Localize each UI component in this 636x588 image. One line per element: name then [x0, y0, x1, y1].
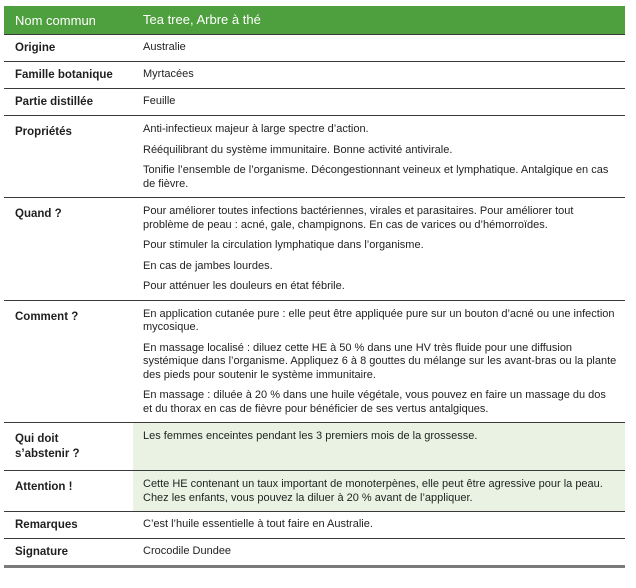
row-proprietes [4, 115, 625, 197]
row-text: Pour améliorer toutes infections bactériennes, virales et parasitaires. Pour améliorer tout problème de peau : acné, gale, champignons. En cas de varices ou d’hémorroïdes. [143, 205, 574, 231]
row-key: Propriétés [15, 126, 72, 138]
row-value [133, 471, 625, 511]
row-quand [4, 197, 625, 300]
row-text: En massage localisé : diluez cette HE à 50 % dans une HV très fluide pour une diffusion systémique dans l’organisme. Appliquez 6 à 8 gouttes du mélange sur les avant-bras ou la plante des pieds pour soutenir le système immunitaire. [143, 341, 617, 381]
row-value [133, 512, 625, 538]
row-key: Attention ! [15, 481, 73, 493]
row-text: Cette HE contenant un taux important de monoterpènes, elle peut être agressive pour la peau. Chez les enfants, vous pouvez la diluer à 20 % avant de l’appliquer. [143, 478, 603, 504]
row-value [133, 89, 625, 115]
row-remarques [4, 511, 625, 538]
row-text: C’est l’huile essentielle à tout faire en Australie. [143, 518, 373, 530]
row-partie-distillee [4, 88, 625, 115]
row-qui-doit-sabstenir [4, 422, 625, 470]
row-famille-botanique [4, 61, 625, 88]
row-text: Australie [143, 41, 186, 53]
row-key: Famille botanique [15, 69, 113, 81]
header-value: Tea tree, Arbre à thé [143, 12, 261, 28]
row-value [133, 116, 625, 197]
row-signature [4, 538, 625, 568]
row-key: Origine [15, 42, 56, 54]
row-value [133, 35, 625, 61]
row-key: Qui doit s’abstenir ? [15, 433, 80, 460]
row-value [133, 62, 625, 88]
row-text: Pour atténuer les douleurs en état fébrile. [143, 280, 345, 292]
row-text: En application cutanée pure : elle peut être appliquée pure sur un bouton d’acné ou une infection mycosique. [143, 307, 615, 333]
row-text: Myrtacées [143, 68, 194, 80]
row-key: Comment ? [15, 310, 79, 323]
row-attention [4, 470, 625, 511]
row-key: Quand ? [15, 208, 62, 220]
row-comment [4, 300, 625, 423]
row-text: Tonifie l’ensemble de l’organisme. Décongestionnant veineux et lymphatique. Antalgique en cas de fièvre. [143, 164, 609, 190]
row-text: Crocodile Dundee [143, 545, 232, 557]
essential-oil-table [4, 6, 625, 568]
row-text: Anti-infectieux majeur à large spectre d’action. [143, 123, 369, 135]
row-key: Remarques [15, 519, 78, 531]
row-text: En massage : diluée à 20 % dans une huile végétale, vous pouvez en faire un massage du dos et du thorax en cas de fièvre pour bénéficier de ses vertus antalgiques. [143, 389, 606, 415]
row-value [133, 301, 625, 423]
header-key: Nom commun [15, 12, 96, 28]
row-text: Feuille [143, 95, 176, 107]
row-text: Rééquilibrant du système immunitaire. Bonne activité antivirale. [143, 143, 453, 156]
row-text: Pour stimuler la circulation lymphatique dans l’organisme. [143, 239, 424, 251]
row-key: Signature [15, 546, 69, 558]
row-key: Partie distillée [15, 96, 93, 108]
row-text: En cas de jambes lourdes. [143, 259, 273, 272]
table-header [4, 6, 625, 34]
row-origine [4, 34, 625, 61]
row-value [133, 423, 625, 470]
row-value [133, 198, 625, 300]
row-text: Les femmes enceintes pendant les 3 premiers mois de la grossesse. [143, 430, 478, 442]
row-value [133, 539, 625, 565]
